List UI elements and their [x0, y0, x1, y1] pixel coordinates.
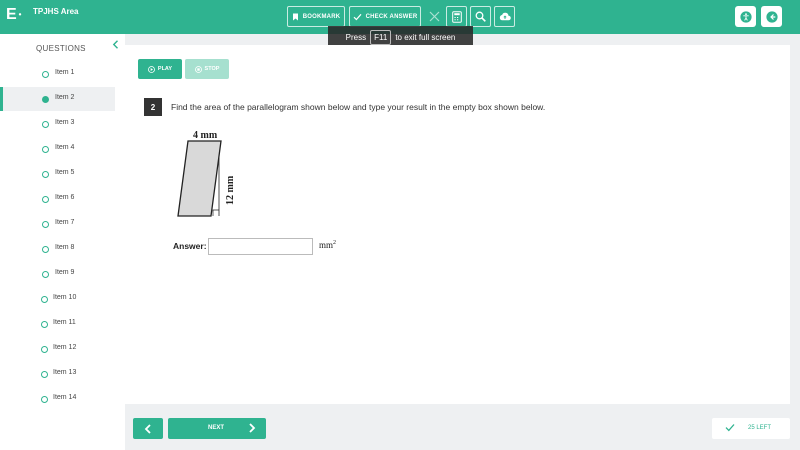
sidebar-item-label: Item 8 [55, 244, 75, 251]
sidebar-item-label: Item 6 [55, 194, 75, 201]
top-side-label: 4 mm [193, 130, 218, 141]
cloud-upload-icon [499, 12, 511, 21]
right-angle-marker [213, 210, 219, 216]
check-answer-label: CHECK ANSWER [365, 13, 418, 20]
chevron-right-icon [248, 423, 256, 433]
upload-button[interactable] [494, 6, 515, 27]
accessibility-icon [740, 11, 752, 23]
status-circle-icon [42, 271, 49, 278]
sidebar-item-14[interactable] [0, 387, 115, 411]
sidebar-item-10[interactable] [0, 287, 115, 311]
status-circle-icon [42, 96, 49, 103]
bookmark-icon [292, 13, 299, 21]
status-circle-icon [41, 321, 48, 328]
question-number: 2 [144, 98, 162, 116]
sidebar-item-8[interactable] [0, 237, 115, 261]
sidebar-item-3[interactable] [0, 112, 115, 136]
check-icon [353, 13, 362, 21]
stop-icon [195, 66, 202, 73]
status-circle-icon [42, 196, 49, 203]
sidebar-item-label: Item 13 [53, 369, 77, 376]
zoom-button[interactable] [470, 6, 491, 27]
parallelogram-shape [178, 141, 221, 216]
sidebar-item-label: Item 14 [53, 394, 77, 401]
check-icon [725, 423, 735, 432]
sidebar-item-12[interactable] [0, 337, 115, 361]
app-title: TPJHS Area [33, 7, 79, 16]
eliminate-button[interactable] [427, 8, 441, 24]
sidebar-item-1[interactable] [0, 62, 115, 86]
sidebar-item-label: Item 2 [55, 94, 75, 101]
play-button[interactable] [138, 59, 182, 79]
sidebar-item-label: Item 1 [55, 69, 75, 76]
check-answer-button[interactable] [349, 6, 421, 27]
sidebar-item-label: Item 3 [55, 119, 75, 126]
sidebar-item-11[interactable] [0, 312, 115, 336]
status-circle-icon [42, 121, 49, 128]
status-circle-icon [41, 396, 48, 403]
next-label: NEXT [208, 425, 225, 431]
play-icon [148, 66, 155, 73]
calculator-icon [452, 11, 462, 23]
toast-suffix: to exit full screen [395, 32, 456, 42]
play-label: PLAY [157, 66, 173, 72]
unit-exponent: 2 [333, 240, 337, 246]
items-left-indicator [712, 418, 790, 439]
sidebar-item-label: Item 11 [53, 319, 76, 326]
status-circle-icon [42, 146, 49, 153]
sidebar-item-7[interactable] [0, 212, 115, 236]
sidebar-item-label: Item 12 [53, 344, 77, 351]
toast-prefix: Press [345, 32, 367, 42]
question-sidebar [0, 34, 125, 450]
chevron-left-icon [144, 424, 152, 434]
status-circle-icon [42, 246, 49, 253]
accessibility-button[interactable] [735, 6, 756, 27]
answer-label: Answer: [173, 241, 207, 251]
collapse-sidebar-button[interactable] [109, 38, 121, 50]
sidebar-item-label: Item 10 [53, 294, 77, 301]
toast-key: F11 [370, 30, 391, 45]
sidebar-item-13[interactable] [0, 362, 115, 386]
answer-unit [319, 240, 336, 250]
status-circle-icon [42, 71, 49, 78]
questions-heading: QUESTIONS [36, 44, 86, 53]
exit-button[interactable] [761, 6, 782, 27]
sidebar-item-label: Item 9 [55, 269, 75, 276]
magnifier-icon [475, 11, 486, 22]
question-text: Find the area of the parallelogram shown below and type your result in the empty box shown below. [171, 102, 546, 112]
back-button[interactable] [133, 418, 163, 439]
status-circle-icon [41, 371, 48, 378]
exit-icon [766, 11, 778, 23]
close-icon [429, 11, 440, 22]
status-circle-icon [42, 171, 49, 178]
sidebar-item-2[interactable] [0, 87, 115, 111]
sidebar-item-5[interactable] [0, 162, 115, 186]
app-logo: E • [6, 6, 22, 24]
chevron-left-icon [112, 40, 119, 49]
status-circle-icon [42, 221, 49, 228]
bookmark-label: BOOKMARK [302, 13, 341, 20]
next-button[interactable] [168, 418, 266, 439]
status-circle-icon [41, 346, 48, 353]
sidebar-item-6[interactable] [0, 187, 115, 211]
sidebar-item-label: Item 5 [55, 169, 75, 176]
sidebar-item-label: Item 7 [55, 219, 75, 226]
items-left-label: 25 LEFT [748, 425, 772, 431]
answer-input[interactable] [208, 238, 313, 255]
unit-base: mm [319, 240, 334, 250]
height-label: 12 mm [225, 175, 236, 205]
question-card [125, 45, 790, 404]
bookmark-button[interactable] [287, 6, 345, 27]
status-circle-icon [41, 296, 48, 303]
sidebar-item-label: Item 4 [55, 144, 75, 151]
sidebar-item-9[interactable] [0, 262, 115, 286]
stop-label: STOP [204, 66, 220, 72]
parallelogram-figure [173, 129, 263, 224]
sidebar-item-4[interactable] [0, 137, 115, 161]
calculator-button[interactable] [446, 6, 467, 27]
stop-button[interactable] [185, 59, 229, 79]
